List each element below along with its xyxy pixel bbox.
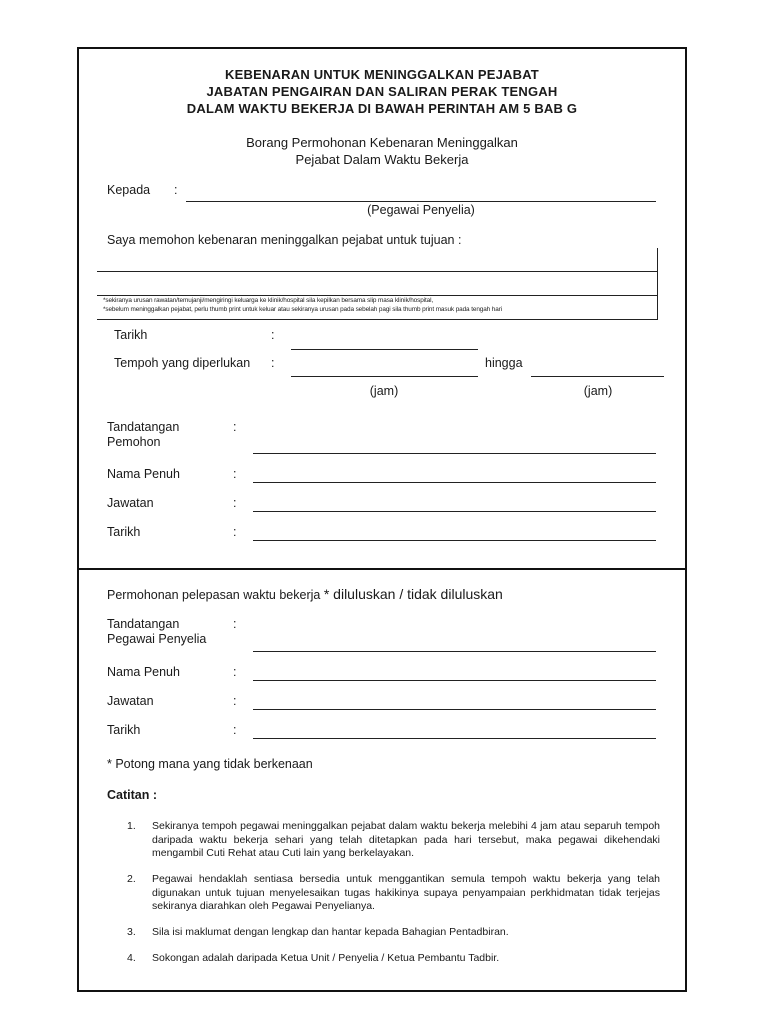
- purpose-footnote-2: *sebelum meninggalkan pejabat, perlu thumb print untuk keluar atau sekiranya urusan pada sebelah pagi sila thumb print masuk pada tengah hari: [103, 306, 503, 313]
- applicant-sign-colon: :: [233, 420, 237, 434]
- purpose-field-line-2[interactable]: [97, 295, 657, 296]
- note-4-number: 4.: [127, 952, 136, 964]
- supervisor-post-label: Jawatan: [107, 694, 154, 708]
- applicant-sign-label-2: Pemohon: [107, 435, 161, 449]
- supervisor-date-field[interactable]: [253, 738, 656, 739]
- kepada-colon: :: [174, 183, 178, 197]
- supervisor-date-label: Tarikh: [107, 723, 141, 737]
- supervisor-sign-label-2: Pegawai Penyelia: [107, 632, 207, 646]
- supervisor-date-colon: :: [233, 723, 237, 737]
- supervisor-name-colon: :: [233, 665, 237, 679]
- form-subtitle-line-1: Borang Permohonan Kebenaran Meninggalkan: [246, 135, 518, 150]
- purpose-label: Saya memohon kebenaran meninggalkan pejabat untuk tujuan :: [107, 233, 462, 247]
- supervisor-sign-label-1: Tandatangan: [107, 617, 180, 631]
- duration-from-field[interactable]: [291, 376, 478, 377]
- note-3-number: 3.: [127, 926, 136, 938]
- section-divider: [77, 568, 687, 570]
- form-subtitle-line-2: Pejabat Dalam Waktu Bekerja: [295, 152, 469, 167]
- note-2-number: 2.: [127, 873, 136, 885]
- applicant-post-field[interactable]: [253, 511, 656, 512]
- duration-colon: :: [271, 356, 275, 370]
- purpose-box-edge: [657, 248, 658, 320]
- duration-until-label: hingga: [485, 356, 523, 370]
- notes-heading: Catitan :: [107, 788, 157, 802]
- applicant-date-colon: :: [233, 525, 237, 539]
- applicant-date-field[interactable]: [253, 540, 656, 541]
- duration-from-unit: (jam): [369, 384, 399, 398]
- kepada-field[interactable]: [186, 201, 656, 202]
- form-title-line-1: KEBENARAN UNTUK MENINGGALKAN PEJABAT: [225, 67, 539, 82]
- form-title-line-3: DALAM WAKTU BEKERJA DI BAWAH PERINTAH AM 5 BAB G: [186, 101, 578, 116]
- approval-statement: [107, 586, 503, 602]
- applicant-name-label: Nama Penuh: [107, 467, 180, 481]
- schedule-date-colon: :: [271, 328, 275, 342]
- note-2-text: Pegawai hendaklah sentiasa bersedia untuk menggantikan semula tempoh waktu bekerja yang telah digunakan untuk tujuan menyelesaikan tugas hakikinya supaya penyampaian perkhidmatan tidak terjejas sekiranya diarahkan oleh Pegawai Penyelianya.: [152, 873, 660, 912]
- approval-choice[interactable]: * diluluskan / tidak diluluskan: [323, 586, 503, 602]
- schedule-date-label: Tarikh: [114, 328, 148, 342]
- kepada-label: Kepada: [107, 183, 151, 197]
- note-1-text: Sekiranya tempoh pegawai meninggalkan pejabat dalam waktu bekerja melebihi 4 jam atau separuh tempoh daripada waktu bekerja sehari yang telah ditetapkan pada hari tersebut, maka pegawai dikehendaki mengambil Cuti Rehat atau Cuti lain yang berkelayakan.: [152, 820, 660, 859]
- purpose-footnote-1: *sekiranya urusan rawatan/temujanji/mengiringi keluarga ke klinik/hospital sila kepilkan bersama slip masa klinik/hospital,: [103, 297, 434, 304]
- note-4-text: Sokongan adalah daripada Ketua Unit / Penyelia / Ketua Pembantu Tadbir.: [152, 952, 500, 964]
- supervisor-sign-colon: :: [233, 617, 237, 631]
- applicant-sign-label-1: Tandatangan: [107, 420, 180, 434]
- duration-to-unit: (jam): [583, 384, 613, 398]
- applicant-date-label: Tarikh: [107, 525, 141, 539]
- supervisor-name-label: Nama Penuh: [107, 665, 180, 679]
- duration-to-field[interactable]: [531, 376, 664, 377]
- applicant-post-colon: :: [233, 496, 237, 510]
- note-1-number: 1.: [127, 820, 136, 832]
- applicant-signature-field[interactable]: [253, 453, 656, 454]
- kepada-caption: (Pegawai Penyelia): [367, 203, 475, 217]
- note-3-text: Sila isi maklumat dengan lengkap dan hantar kepada Bahagian Pentadbiran.: [152, 926, 509, 938]
- supervisor-post-colon: :: [233, 694, 237, 708]
- strike-note: * Potong mana yang tidak berkenaan: [107, 757, 313, 771]
- supervisor-name-field[interactable]: [253, 680, 656, 681]
- duration-label: Tempoh yang diperlukan: [114, 356, 251, 370]
- purpose-field-line-1[interactable]: [97, 271, 657, 272]
- schedule-date-field[interactable]: [291, 349, 478, 350]
- applicant-name-colon: :: [233, 467, 237, 481]
- applicant-name-field[interactable]: [253, 482, 656, 483]
- form-title-line-2: JABATAN PENGAIRAN DAN SALIRAN PERAK TENGAH: [206, 84, 558, 99]
- approval-statement-prefix: Permohonan pelepasan waktu bekerja: [107, 588, 321, 602]
- supervisor-signature-field[interactable]: [253, 651, 656, 652]
- applicant-post-label: Jawatan: [107, 496, 154, 510]
- purpose-box-bottom: [97, 319, 657, 320]
- supervisor-post-field[interactable]: [253, 709, 656, 710]
